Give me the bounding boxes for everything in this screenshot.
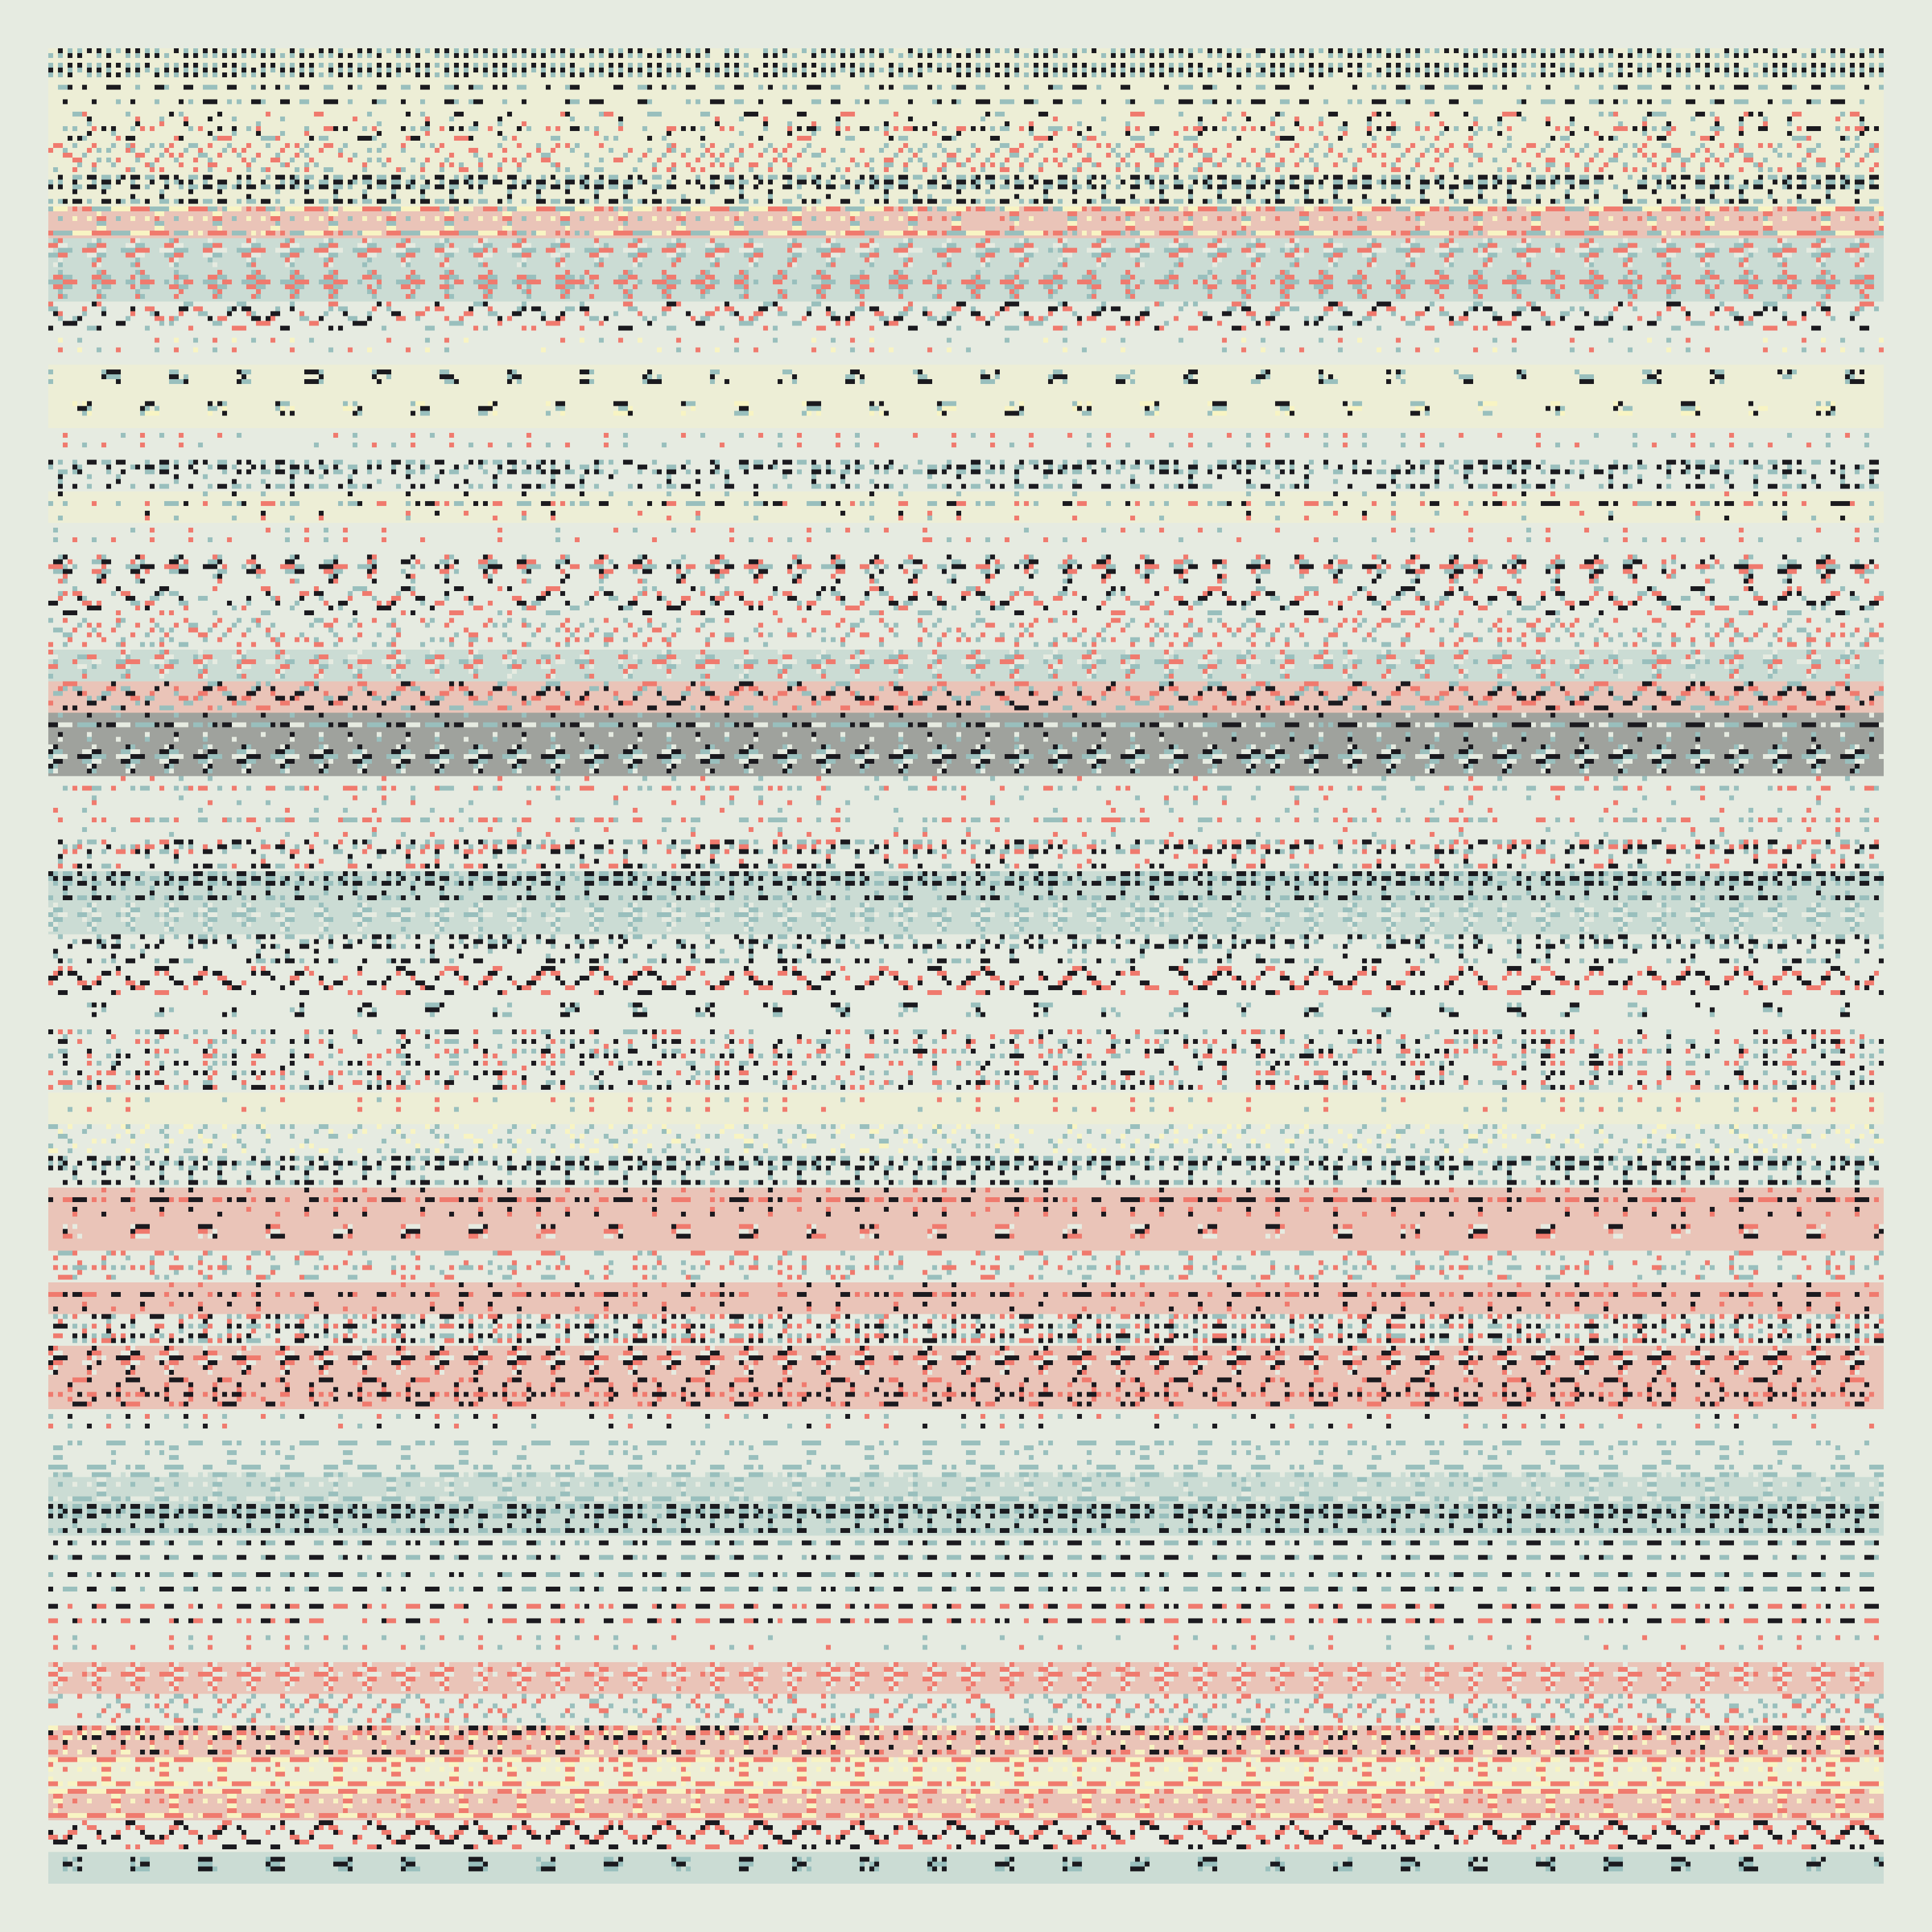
band-49 — [48, 1567, 1884, 1599]
band-03 — [48, 112, 1884, 143]
band-34-ground — [48, 1093, 1884, 1124]
band-11 — [48, 365, 1884, 396]
band-14 — [48, 459, 1884, 491]
band-33 — [48, 1061, 1884, 1092]
band-48 — [48, 1535, 1884, 1567]
band-37 — [48, 1188, 1884, 1219]
band-58 — [48, 1852, 1884, 1884]
band-57 — [48, 1820, 1884, 1852]
band-52 — [48, 1662, 1884, 1694]
band-40 — [48, 1282, 1884, 1314]
band-42 — [48, 1346, 1884, 1377]
band-41 — [48, 1314, 1884, 1346]
band-12-ground — [48, 397, 1884, 428]
band-46 — [48, 1473, 1884, 1504]
band-36 — [48, 1156, 1884, 1187]
band-24 — [48, 776, 1884, 808]
band-24-ground — [48, 776, 1884, 808]
band-34 — [48, 1093, 1884, 1124]
band-01 — [48, 48, 1884, 80]
band-10 — [48, 333, 1884, 365]
band-38-ground — [48, 1219, 1884, 1250]
band-55 — [48, 1757, 1884, 1788]
band-44 — [48, 1409, 1884, 1441]
band-31 — [48, 997, 1884, 1029]
band-30 — [48, 966, 1884, 997]
band-48-ground — [48, 1535, 1884, 1567]
band-21 — [48, 681, 1884, 712]
band-29 — [48, 935, 1884, 966]
band-04 — [48, 143, 1884, 174]
band-38 — [48, 1219, 1884, 1250]
band-50-ground — [48, 1599, 1884, 1630]
band-18 — [48, 586, 1884, 618]
band-37-ground — [48, 1188, 1884, 1219]
band-26 — [48, 839, 1884, 871]
band-17 — [48, 555, 1884, 586]
band-51 — [48, 1631, 1884, 1662]
band-56 — [48, 1789, 1884, 1820]
band-32 — [48, 1029, 1884, 1061]
band-27 — [48, 871, 1884, 903]
band-43 — [48, 1377, 1884, 1409]
band-54 — [48, 1726, 1884, 1757]
band-39 — [48, 1251, 1884, 1282]
pattern-bands — [48, 48, 1884, 1884]
band-45 — [48, 1441, 1884, 1472]
band-20 — [48, 650, 1884, 681]
band-09 — [48, 301, 1884, 333]
band-07 — [48, 238, 1884, 269]
band-06 — [48, 206, 1884, 238]
band-28 — [48, 903, 1884, 934]
band-49-ground — [48, 1567, 1884, 1599]
band-50 — [48, 1599, 1884, 1630]
band-13 — [48, 428, 1884, 459]
band-16 — [48, 523, 1884, 554]
band-53 — [48, 1694, 1884, 1726]
band-19 — [48, 618, 1884, 649]
band-08 — [48, 270, 1884, 301]
band-13-ground — [48, 428, 1884, 459]
band-22 — [48, 713, 1884, 744]
band-23 — [48, 744, 1884, 776]
band-02-ground — [48, 80, 1884, 111]
band-05 — [48, 175, 1884, 206]
band-47 — [48, 1504, 1884, 1535]
band-02 — [48, 80, 1884, 111]
band-35 — [48, 1124, 1884, 1156]
band-25 — [48, 808, 1884, 839]
band-12 — [48, 397, 1884, 428]
band-15 — [48, 491, 1884, 523]
